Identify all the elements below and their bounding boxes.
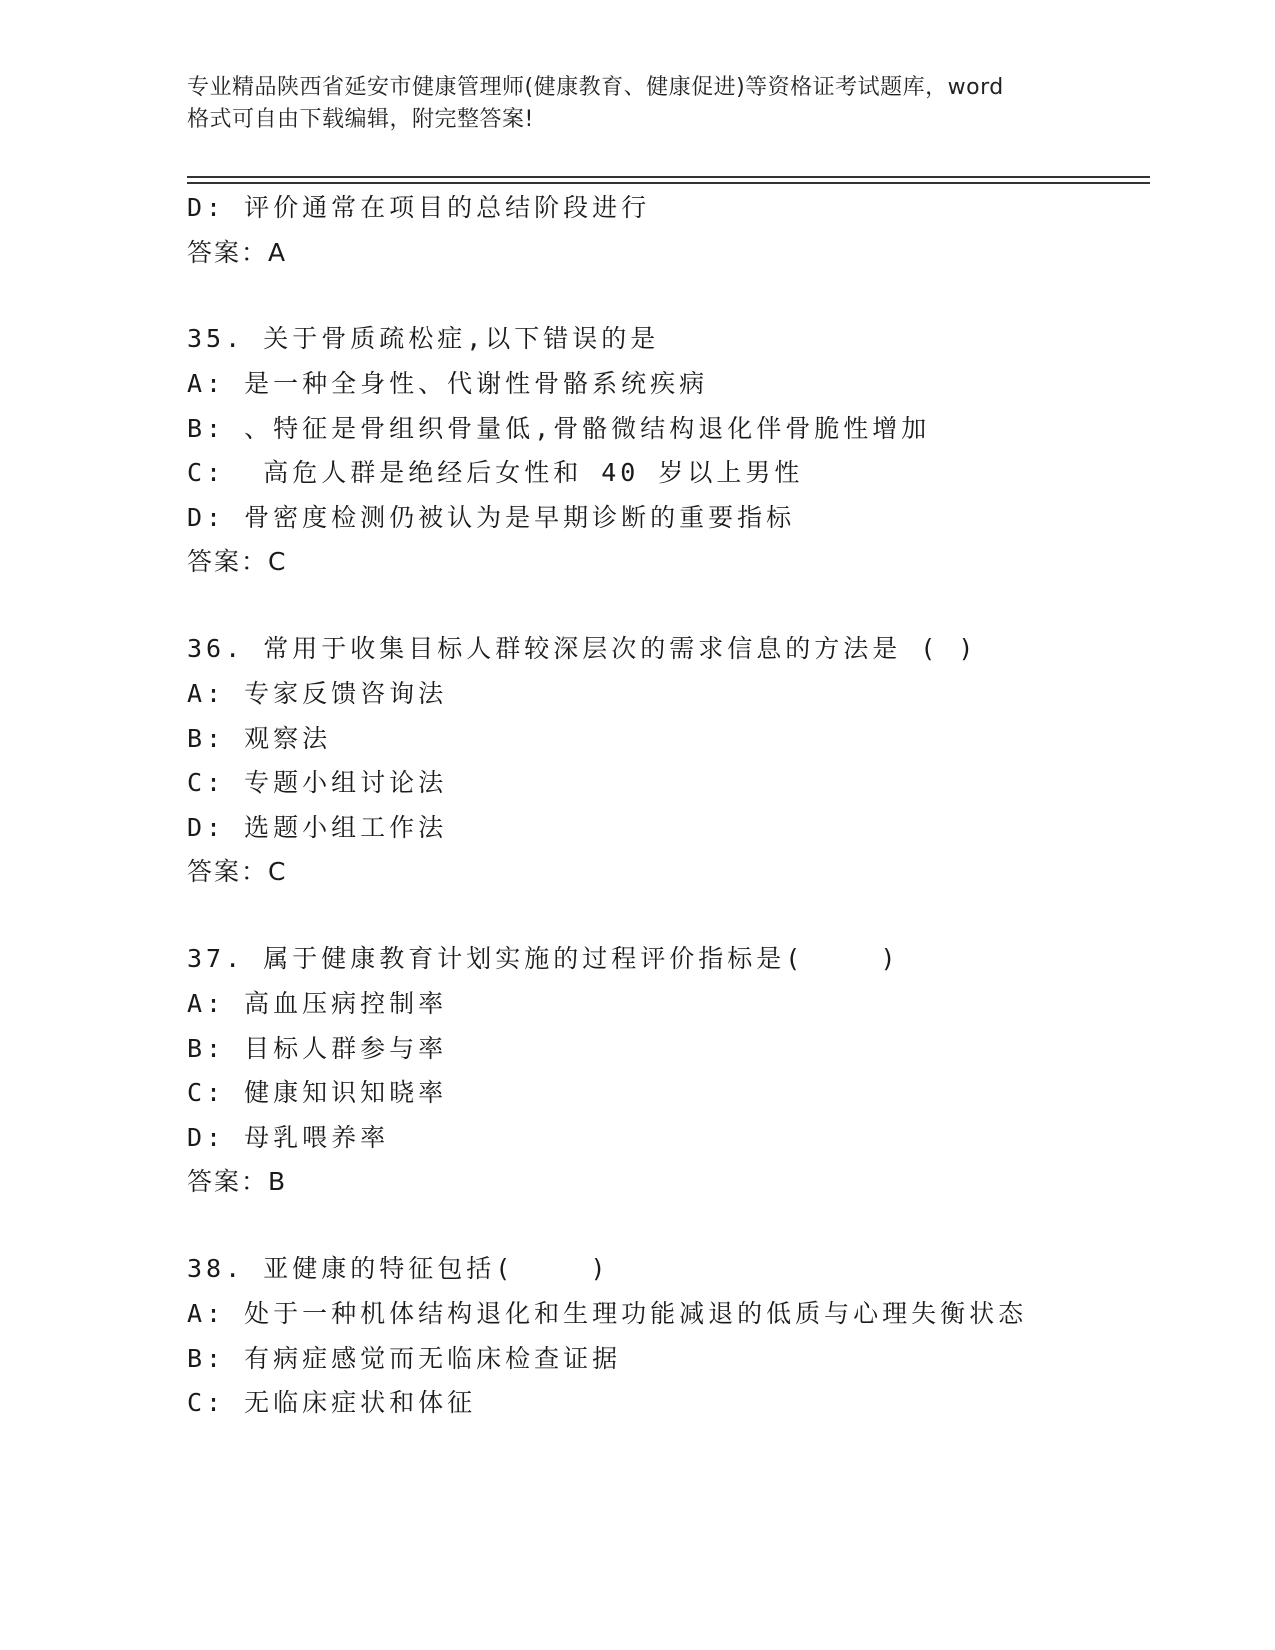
q37-answer: 答案：B: [187, 1167, 288, 1196]
q38-stem: 38. 亚健康的特征包括( ): [187, 1254, 610, 1283]
q35-stem: 35. 关于骨质疏松症,以下错误的是: [187, 324, 660, 353]
q37-stem: 37. 属于健康教育计划实施的过程评价指标是( ): [187, 944, 900, 973]
header-divider-top: [187, 176, 1150, 178]
prev-answer: 答案：A: [187, 238, 288, 267]
q35-option-d: D: 骨密度检测仍被认为是早期诊断的重要指标: [187, 503, 796, 532]
q36-stem: 36. 常用于收集目标人群较深层次的需求信息的方法是 ( ): [187, 634, 978, 663]
header-line-2: 格式可自由下载编辑，附完整答案!: [187, 107, 534, 132]
q38-option-c: C: 无临床症状和体征: [187, 1388, 477, 1417]
header-divider-bottom: [187, 182, 1150, 184]
q37-option-b: B: 目标人群参与率: [187, 1034, 448, 1063]
q36-option-b: B: 观察法: [187, 724, 332, 753]
q35-option-c: C: 高危人群是绝经后女性和 40 岁以上男性: [187, 458, 804, 487]
q36-option-d: D: 选题小组工作法: [187, 813, 448, 842]
prev-option-d: D: 评价通常在项目的总结阶段进行: [187, 193, 651, 222]
q38-option-a: A: 处于一种机体结构退化和生理功能减退的低质与心理失衡状态: [187, 1299, 1028, 1328]
q37-option-a: A: 高血压病控制率: [187, 989, 448, 1018]
q36-option-c: C: 专题小组讨论法: [187, 768, 448, 797]
q35-option-b: B: 、特征是骨组织骨量低,骨骼微结构退化伴骨脆性增加: [187, 414, 931, 443]
q37-option-d: D: 母乳喂养率: [187, 1123, 390, 1152]
document-header: [187, 72, 1087, 136]
q36-option-a: A: 专家反馈咨询法: [187, 679, 448, 708]
q35-answer: 答案：C: [187, 547, 288, 576]
q35-option-a: A: 是一种全身性、代谢性骨骼系统疾病: [187, 369, 709, 398]
q37-option-c: C: 健康知识知晓率: [187, 1078, 448, 1107]
q38-option-b: B: 有病症感觉而无临床检查证据: [187, 1344, 622, 1373]
header-line-1: 专业精品陕西省延安市健康管理师(健康教育、健康促进)等资格证考试题库，word: [187, 75, 1004, 100]
q36-answer: 答案：C: [187, 857, 288, 886]
